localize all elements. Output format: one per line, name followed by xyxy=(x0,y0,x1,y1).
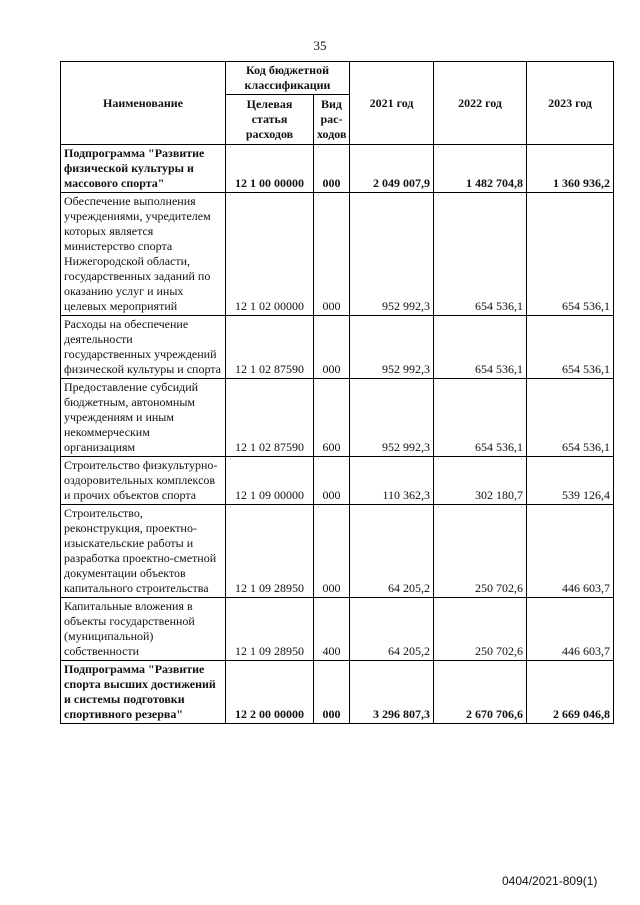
row-2022-cell: 302 180,7 xyxy=(434,457,527,505)
row-name-cell: Строительство физкультурно-оздоровительных комплексов и прочих объектов спорта xyxy=(61,457,226,505)
row-expense-type-cell: 000 xyxy=(314,193,350,316)
row-2021-cell: 110 362,3 xyxy=(350,457,434,505)
table-row xyxy=(61,661,614,724)
row-code-cell: 12 1 02 87590 xyxy=(226,316,314,379)
row-2022-cell: 654 536,1 xyxy=(434,193,527,316)
row-2022-cell: 1 482 704,8 xyxy=(434,145,527,193)
table-row xyxy=(61,598,614,661)
row-2023-cell: 2 669 046,8 xyxy=(527,661,614,724)
header-code-group: Код бюджетной классификации xyxy=(226,62,350,95)
row-2021-cell: 3 296 807,3 xyxy=(350,661,434,724)
row-name-cell: Капитальные вложения в объекты государственной (муниципальной) собственности xyxy=(61,598,226,661)
row-code-cell: 12 2 00 00000 xyxy=(226,661,314,724)
row-2023-cell: 539 126,4 xyxy=(527,457,614,505)
row-2023-cell: 654 536,1 xyxy=(527,379,614,457)
row-expense-type-cell: 000 xyxy=(314,316,350,379)
table-row xyxy=(61,505,614,598)
row-2022-cell: 250 702,6 xyxy=(434,505,527,598)
row-expense-type-cell: 000 xyxy=(314,457,350,505)
header-2022: 2022 год xyxy=(434,62,527,145)
header-2021: 2021 год xyxy=(350,62,434,145)
budget-table xyxy=(60,61,614,724)
row-name-cell: Подпрограмма "Развитие физической культуры и массового спорта" xyxy=(61,145,226,193)
row-2023-cell: 446 603,7 xyxy=(527,505,614,598)
header-name: Наименование xyxy=(61,62,226,145)
row-2023-cell: 446 603,7 xyxy=(527,598,614,661)
table-row xyxy=(61,145,614,193)
page-number: 35 xyxy=(313,38,327,53)
row-2023-cell: 1 360 936,2 xyxy=(527,145,614,193)
row-2021-cell: 2 049 007,9 xyxy=(350,145,434,193)
row-expense-type-cell: 000 xyxy=(314,661,350,724)
row-2021-cell: 952 992,3 xyxy=(350,193,434,316)
row-2021-cell: 64 205,2 xyxy=(350,505,434,598)
row-2022-cell: 2 670 706,6 xyxy=(434,661,527,724)
row-code-cell: 12 1 02 87590 xyxy=(226,379,314,457)
row-2021-cell: 952 992,3 xyxy=(350,379,434,457)
row-name-cell: Расходы на обеспечение деятельности государственных учреждений физической культуры и спорта xyxy=(61,316,226,379)
table-body xyxy=(61,145,614,724)
row-2021-cell: 64 205,2 xyxy=(350,598,434,661)
row-name-cell: Обеспечение выполнения учреждениями, учредителем которых является министерство спорта Нижегородской области, государственных заданий по оказанию услуг и иных целевых мероприятий xyxy=(61,193,226,316)
row-name-cell: Подпрограмма "Развитие спорта высших достижений и системы подготовки спортивного резерва" xyxy=(61,661,226,724)
row-2022-cell: 250 702,6 xyxy=(434,598,527,661)
row-2022-cell: 654 536,1 xyxy=(434,316,527,379)
header-2023: 2023 год xyxy=(527,62,614,145)
row-expense-type-cell: 000 xyxy=(314,505,350,598)
row-expense-type-cell: 000 xyxy=(314,145,350,193)
row-name-cell: Строительство, реконструкция, проектно-изыскательские работы и разработка проектно-сметной документации объектов капитального строительства xyxy=(61,505,226,598)
row-code-cell: 12 1 09 28950 xyxy=(226,505,314,598)
row-code-cell: 12 1 09 28950 xyxy=(226,598,314,661)
table-row xyxy=(61,457,614,505)
row-expense-type-cell: 400 xyxy=(314,598,350,661)
row-2023-cell: 654 536,1 xyxy=(527,193,614,316)
row-code-cell: 12 1 00 00000 xyxy=(226,145,314,193)
row-2021-cell: 952 992,3 xyxy=(350,316,434,379)
row-2022-cell: 654 536,1 xyxy=(434,379,527,457)
row-2023-cell: 654 536,1 xyxy=(527,316,614,379)
header-expense-type: Вид рас-ходов xyxy=(314,95,350,145)
table-row xyxy=(61,193,614,316)
table-row xyxy=(61,316,614,379)
table-row xyxy=(61,379,614,457)
row-code-cell: 12 1 02 00000 xyxy=(226,193,314,316)
header-target-article: Целевая статья расходов xyxy=(226,95,314,145)
row-code-cell: 12 1 09 00000 xyxy=(226,457,314,505)
row-expense-type-cell: 600 xyxy=(314,379,350,457)
row-name-cell: Предоставление субсидий бюджетным, автономным учреждениям и иным некоммерческим организациям xyxy=(61,379,226,457)
document-number: 0404/2021-809(1) xyxy=(502,874,598,888)
